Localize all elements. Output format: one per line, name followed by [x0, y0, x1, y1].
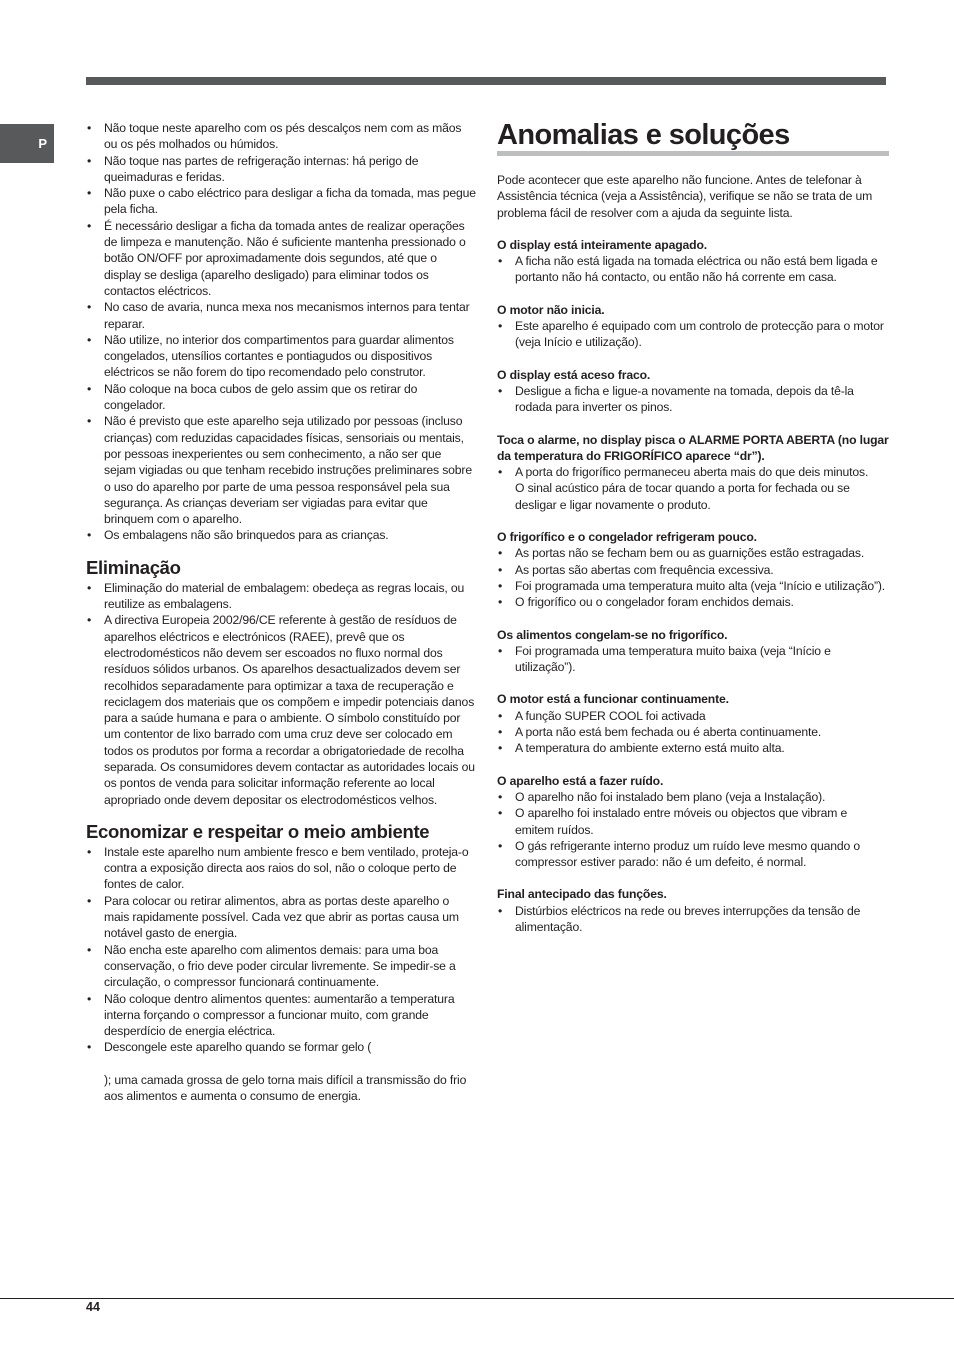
problem-block — [497, 529, 889, 610]
problem-block — [497, 302, 889, 351]
language-tab — [0, 124, 54, 163]
problem-block — [497, 367, 889, 416]
list-item: • A ficha não está ligada na tomada eléctrica ou não está bem ligada e portanto não há contacto, ou então não há corrente em casa. — [497, 253, 889, 286]
page-number: 44 — [86, 1300, 100, 1314]
right-column — [497, 120, 889, 935]
problem-list — [497, 253, 889, 286]
list-item: • O frigorífico ou o congelador foram enchidos demais. — [497, 594, 889, 610]
problem-title: O display está aceso fraco. — [497, 367, 651, 382]
list-item: • Não toque nas partes de refrigeração internas: há perigo de queimaduras e feridas. — [86, 153, 476, 186]
page-title: Anomalias e soluções — [497, 119, 790, 151]
list-item: • Foi programada uma temperatura muito baixa (veja “Início e utilização”). — [497, 643, 889, 676]
title-underline — [497, 151, 889, 156]
list-item: • A directiva Europeia 2002/96/CE referente à gestão de resíduos de aparelhos eléctricos e electrónicos (RAEE), prevê que os electrodomésticos não devem ser escoados no fluxo normal dos resíduos sólidos urbanos. Os aparelhos desactualizados devem ser recolhidos separadamente para optimizar a taxa de recuperação e reciclagem dos materiais que os compõem e impedir potenciais danos para a saúde humana e para o ambiente. O símbolo constituído por um contentor de lixo barrado com uma cruz deve ser colocado em todos os produtos por forma a recordar a obrigatoriedade de recolha separada. Os consumidores devem contactar as autoridades locais ou os pontos de venda para solicitar informação referente ao local apropriado onde devem depositar os electrodomésticos velhos. — [86, 612, 476, 808]
list-item: • Instale este aparelho num ambiente fresco e bem ventilado, proteja-o contra a exposição directa aos raios do sol, não o coloque perto de fontes de calor. — [86, 844, 476, 893]
problem-block — [497, 627, 889, 676]
list-item: • A porta não está bem fechada ou é aberta continuamente. — [497, 724, 889, 740]
problem-title: Os alimentos congelam-se no frigorífico. — [497, 627, 728, 642]
list-item: • A função SUPER COOL foi activada — [497, 708, 889, 724]
problem-title: Final antecipado das funções. — [497, 887, 667, 902]
disposal-list — [86, 580, 476, 808]
list-item-text: A porta do frigorífico permaneceu aberta mais do que deis minutos. — [515, 465, 869, 480]
list-item: • Não toque neste aparelho com os pés descalços nem com as mãos ou os pés molhados ou húmidos. — [86, 120, 476, 153]
defrost-text-start: Descongele este aparelho quando se formar gelo ( — [104, 1040, 372, 1055]
list-item: • Distúrbios eléctricos na rede ou breves interrupções da tensão de alimentação. — [497, 903, 889, 936]
problem-title: O aparelho está a fazer ruído. — [497, 773, 664, 788]
problem-list — [497, 789, 889, 870]
problem-block — [497, 773, 889, 871]
problem-list — [497, 383, 889, 416]
list-item: • Desligue a ficha e ligue-a novamente na tomada, depois da tê-la rodada para inverter os pinos. — [497, 383, 889, 416]
left-column — [86, 120, 476, 1105]
list-item: • O aparelho foi instalado entre móveis ou objectos que vibram e emitem ruídos. — [497, 805, 889, 838]
problem-list — [497, 464, 889, 513]
list-item: • As portas são abertas com frequência excessiva. — [497, 562, 889, 578]
disposal-heading: Eliminação — [86, 556, 181, 578]
problem-list — [497, 545, 889, 610]
intro-paragraph: Pode acontecer que este aparelho não funcione. Antes de telefonar à Assistência técnica (veja a Assistência), verifique se não se trata de um problema fácil de resolver com a ajuda da seguinte lista. — [497, 173, 873, 220]
problem-list — [497, 708, 889, 757]
list-item: • Não puxe o cabo eléctrico para desligar a ficha da tomada, mas pegue pela ficha. — [86, 185, 476, 218]
list-item — [497, 464, 889, 513]
list-item: • Não utilize, no interior dos compartimentos para guardar alimentos congelados, utensílios cortantes e pontiagudos ou dispositivos eléctricos se não forem do tipo recomendado pelo construtor. — [86, 332, 476, 381]
symbol-gap — [104, 1056, 476, 1072]
list-item: • A temperatura do ambiente externo está muito alta. — [497, 740, 889, 756]
footer-rule — [0, 1298, 954, 1299]
list-item: • Não encha este aparelho com alimentos demais: para uma boa conservação, o frio deve poder circular livremente. Se impedir-se a circulação, o compressor funcionará continuamente. — [86, 942, 476, 991]
list-item: • O gás refrigerante interno produz um ruído leve mesmo quando o compressor estiver parado: não é um defeito, é normal. — [497, 838, 889, 871]
list-item: • No caso de avaria, nunca mexa nos mecanismos internos para tentar reparar. — [86, 299, 476, 332]
language-tab-label: P — [38, 136, 47, 151]
list-item: • Eliminação do material de embalagem: obedeça as regras locais, ou reutilize as embalagens. — [86, 580, 476, 613]
problem-list — [497, 643, 889, 676]
header-rule — [86, 77, 886, 85]
list-item: • Para colocar ou retirar alimentos, abra as portas deste aparelho o mais rapidamente possível. Cada vez que abrir as portas causa um notável gasto de energia. — [86, 893, 476, 942]
list-item: • Não coloque na boca cubos de gelo assim que os retirar do congelador. — [86, 381, 476, 414]
list-item-note: O sinal acústico pára de tocar quando a porta for fechada ou se desligar e ligar novamente o produto. — [515, 481, 850, 512]
problem-list — [497, 903, 889, 936]
list-item: • O aparelho não foi instalado bem plano (veja a Instalação). — [497, 789, 889, 805]
list-item: • Este aparelho é equipado com um controlo de protecção para o motor (veja Início e utilização). — [497, 318, 889, 351]
list-item: • É necessário desligar a ficha da tomada antes de realizar operações de limpeza e manutenção. Não é suficiente mantenha pressionado o botão ON/OFF por aproximadamente dois segundos, até que o display se desliga (aparelho desligado) para eliminar todos os contactos eléctricos. — [86, 218, 476, 299]
list-item: • Não é previsto que este aparelho seja utilizado por pessoas (incluso crianças) com reduzidas capacidades físicas, sensoriais ou mentais, por pessoas inexperientes ou sem conhecimento, a não ser que sejam vigiadas ou que tenham recebido instruções preliminares sobre o uso do aparelho por parte de uma pessoa responsável pela sua segurança. As crianças deveriam ser vigiadas para evitar que brinquem com o aparelho. — [86, 413, 476, 527]
problem-title: O display está inteiramente apagado. — [497, 237, 707, 252]
defrost-text-end: ); uma camada grossa de gelo torna mais difícil a transmissão do frio aos alimentos e aumenta o consumo de energia. — [104, 1073, 467, 1104]
problem-title: O motor não inicia. — [497, 302, 605, 317]
problem-title: O motor está a funcionar continuamente. — [497, 692, 729, 707]
list-item — [86, 1039, 476, 1104]
problem-title: O frigorífico e o congelador refrigeram pouco. — [497, 530, 757, 545]
list-item: • Não coloque dentro alimentos quentes: aumentarão a temperatura interna forçando o compressor a funcionar muito, com grande desperdício de energia eléctrica. — [86, 991, 476, 1040]
list-item: • Foi programada uma temperatura muito alta (veja “Início e utilização”). — [497, 578, 889, 594]
problem-title: Toca o alarme, no display pisca o ALARME PORTA ABERTA (no lugar da temperatura do FRIGORÍFICO aparece “dr”). — [497, 432, 889, 463]
problem-block — [497, 432, 889, 513]
safety-list — [86, 120, 476, 544]
problem-block — [497, 237, 889, 286]
problem-block — [497, 691, 889, 756]
energy-heading: Economizar e respeitar o meio ambiente — [86, 820, 430, 842]
list-item: • As portas não se fecham bem ou as guarnições estão estragadas. — [497, 545, 889, 561]
problem-block — [497, 886, 889, 935]
list-item: • Os embalagens não são brinquedos para as crianças. — [86, 527, 476, 543]
energy-list — [86, 844, 476, 1105]
problem-list — [497, 318, 889, 351]
